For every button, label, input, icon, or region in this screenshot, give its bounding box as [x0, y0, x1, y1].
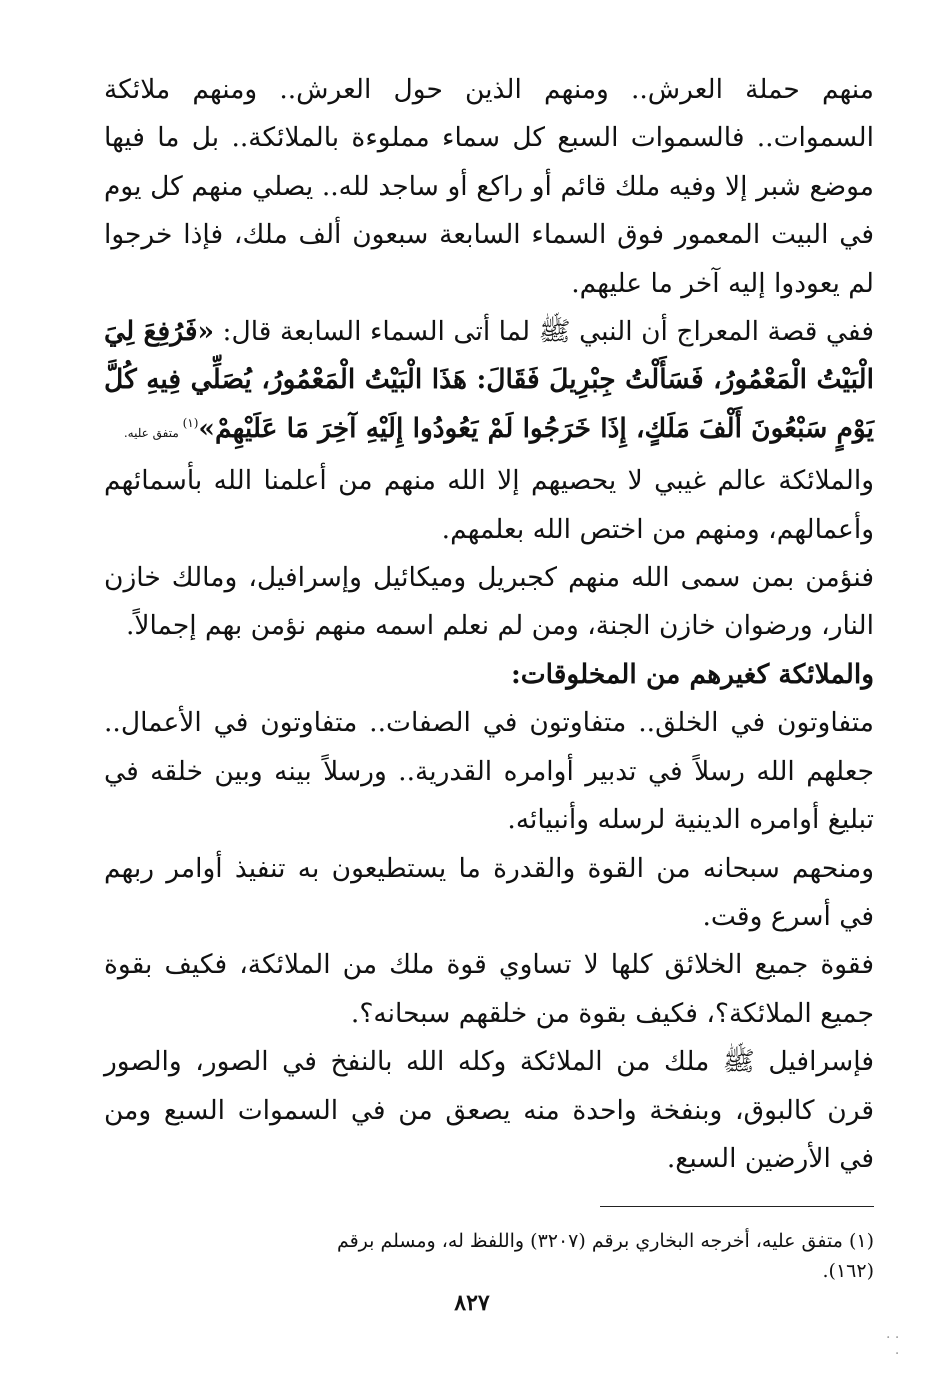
paragraph-2-intro: ففي قصة المعراج أن النبي ﷺ لما أتى السماء السابعة قال: — [214, 316, 874, 348]
paragraph-1-text: منهم حملة العرش.. ومنهم الذين حول العرش.. ومنهم ملائكة السموات.. فالسموات السبع كل سماء مملوءة بالملائكة.. بل ما فيها موضع شبر إلا وفيه ملك قائم أو راكع أو ساجد لله.. يصلي منهم كل يوم في البيت المعمور فوق السماء السابعة سبعون ألف ملك، فإذا خرجوا لم يعودوا إليه آخر ما عليهم. — [104, 74, 874, 299]
section-heading — [104, 651, 874, 699]
paragraph-3 — [104, 457, 874, 554]
paragraph-8-text: فإسرافيل ﷺ ملك من الملائكة وكله الله بالنفخ في الصور، والصور قرن كالبوق، وبنفخة واحدة منه يصعق من في السموات السبع ومن في الأرضين السبع. — [104, 1046, 874, 1174]
scan-specks: · · · — [886, 1330, 900, 1362]
paragraph-7-text: فقوة جميع الخلائق كلها لا تساوي قوة ملك من الملائكة، فكيف بقوة جميع الملائكة؟، فكيف بقوة من خلقهم سبحانه؟. — [104, 949, 874, 1029]
footnote-divider — [600, 1206, 874, 1207]
paragraph-8 — [104, 1038, 874, 1183]
page-number: ٨٢٧ — [454, 1290, 490, 1316]
paragraph-1 — [104, 66, 874, 308]
main-text — [104, 66, 874, 1183]
section-heading-text: والملائكة كغيرهم من المخلوقات: — [510, 658, 874, 690]
footnote — [280, 1226, 874, 1286]
footnote-marker: (١) — [182, 416, 199, 431]
paragraph-3-text: والملائكة عالم غيبي لا يحصيهم إلا الله منهم من أعلمنا الله بأسمائهم وأعمالهم، ومنهم من اختص الله بعلمهم. — [104, 465, 874, 545]
paragraph-6-text: ومنحهم سبحانه من القوة والقدرة ما يستطيعون به تنفيذ أوامر ربهم في أسرع وقت. — [104, 852, 874, 932]
footnote-number: (١) — [848, 1230, 874, 1252]
paragraph-2 — [104, 308, 874, 457]
paragraph-7 — [104, 941, 874, 1038]
paragraph-6 — [104, 845, 874, 942]
paragraph-4 — [104, 554, 874, 651]
hadith-source: متفق عليه. — [123, 425, 183, 440]
paragraph-4-text: فنؤمن بمن سمى الله منهم كجبريل وميكائيل وإسرافيل، ومالك خازن النار، ورضوان خازن الجنة، ومن لم نعلم اسمه منهم نؤمن بهم إجمالاً. — [104, 562, 874, 642]
hadith-quote: «فَرُفِعَ لِيَ الْبَيْتُ الْمَعْمُورُ، فَسَأَلْتُ جِبْرِيلَ فَقَالَ: هَذَا الْبَيْتُ الْمَعْمُورُ، يُصَلِّي فِيهِ كُلَّ يَوْمٍ سَبْعُونَ أَلْفَ مَلَكٍ، إِذَا خَرَجُوا لَمْ يَعُودُوا إِلَيْهِ آخِرَ مَا عَلَيْهِمْ» — [104, 316, 874, 444]
footnote-text: متفق عليه، أخرجه البخاري برقم (٣٢٠٧) واللفظ له، ومسلم برقم (١٦٢). — [336, 1230, 874, 1282]
paragraph-5 — [104, 699, 874, 844]
paragraph-5-text: متفاوتون في الخلق.. متفاوتون في الصفات.. متفاوتون في الأعمال.. جعلهم الله رسلاً في تدبير أوامره القدرية.. ورسلاً بينه وبين خلقه في تبليغ أوامره الدينية لرسله وأنبيائه. — [104, 707, 874, 836]
